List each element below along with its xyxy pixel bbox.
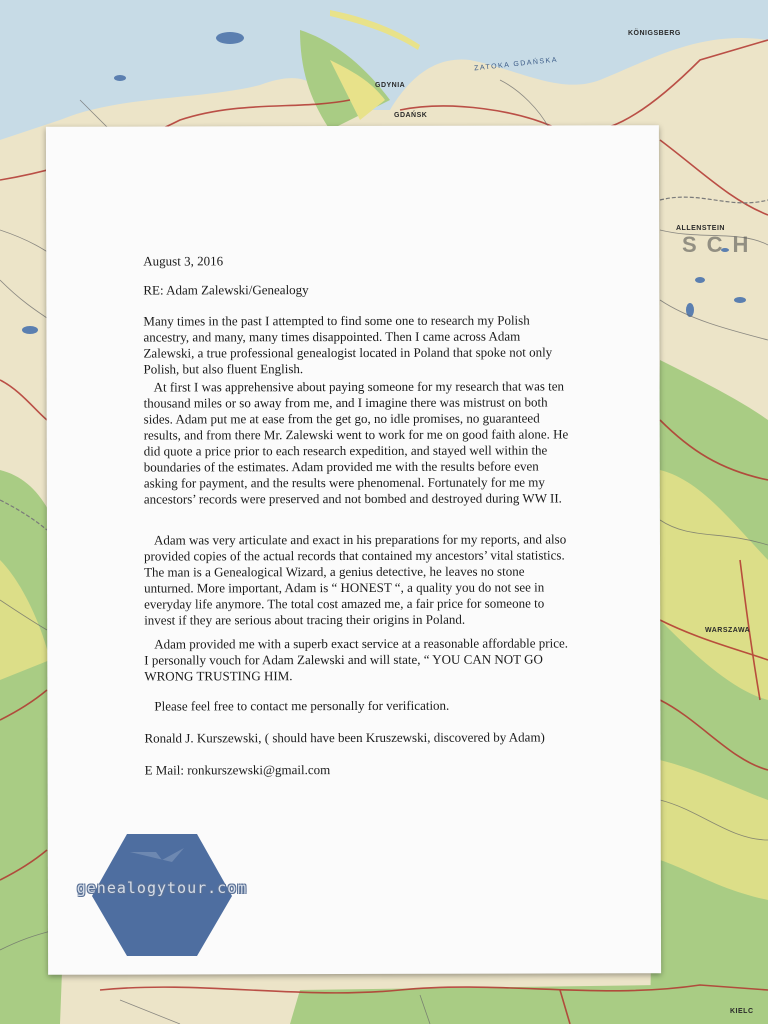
letter-signature: Ronald J. Kurszewski, ( should have been Kruszewski, discovered by Adam)	[144, 729, 545, 746]
map-label-warszawa: WARSZAWA	[705, 627, 751, 634]
letter-paragraph: Many times in the past I attempted to find some one to research my Polish ancestry, and many, many times disappointed. Then I came across Adam Zalewski, a true professional genealogist located in Poland that spoke not only Polish, but also fluent English.	[143, 312, 553, 377]
map-label-gdansk: GDAŃSK	[394, 112, 428, 119]
watermark-text: genealogytour.com	[76, 879, 248, 897]
letter-email: E Mail: ronkurszewski@gmail.com	[144, 762, 331, 778]
map-label-allenstein: ALLENSTEIN	[676, 225, 725, 232]
letter-subject: RE: Adam Zalewski/Genealogy	[143, 282, 309, 298]
map-label-region: SCH	[682, 232, 759, 257]
letter-paragraph: At first I was apprehensive about paying someone for my research that was ten thousand miles or so away from me, and I imagine there was mistrust on both sides. Adam put me at ease from the get go, no idle promises, no guaranteed results, and from there Mr. Zalewski went to work for me on good faith alone. He did quote a price prior to each research expedition, and stayed well within the boundaries of the estimates. Adam provided me with the results before even asking for payment, and the results were phenomenal. Fortunately for me my ancestors’ records were preserved and not bombed and destroyed during WW II.	[143, 378, 569, 507]
genealogytour-watermark	[72, 832, 252, 960]
letter-paragraph: Adam provided me with a superb exact service at a reasonable affordable price. I personally vouch for Adam Zalewski and will state, “ YOU CAN NOT GO WRONG TRUSTING HIM.	[144, 635, 569, 684]
map-label-kielce: KIELC	[730, 1008, 754, 1015]
map-label-konigsberg: KÖNIGSBERG	[628, 30, 681, 37]
letter-date: August 3, 2016	[143, 253, 224, 269]
letter-paragraph: Adam was very articulate and exact in his preparations for my reports, and also provided copies of the actual records that contained my ancestors’ vital statistics. The man is a Genealogical Wizard, a genius detective, he leaves no stone unturned. More important, Adam is “ HONEST “, a quality you do not see in everyday life anymore. The total cost amazed me, a fair price for someone to invest if they are serious about tracing their origins in Poland.	[143, 531, 567, 628]
map-label-gdynia: GDYNIA	[375, 82, 406, 89]
map-label-gulf: ZATOKA GDAŃSKA	[473, 56, 559, 73]
letter-paragraph: Please feel free to contact me personally for verification.	[154, 697, 450, 714]
